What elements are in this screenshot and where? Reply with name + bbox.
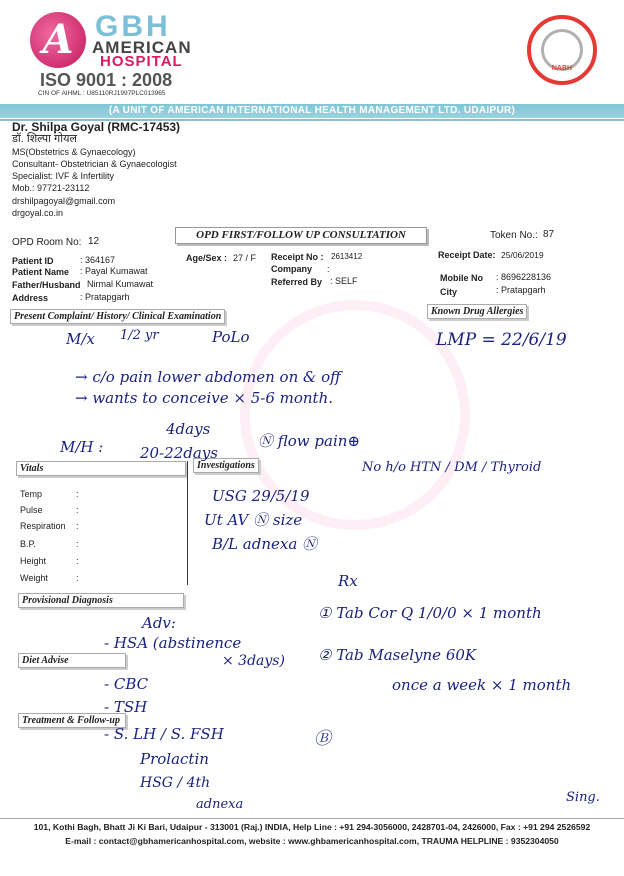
vital-pulse-sep: : [76, 505, 79, 515]
age-sex-value: 27 / F [233, 253, 257, 263]
hw-uterus: Ut AV Ⓝ size [204, 511, 303, 529]
doctor-block [12, 121, 180, 219]
vital-respiration-sep: : [76, 521, 79, 531]
hw-tab-1: ① Tab Cor Q 1/0/0 × 1 month [318, 604, 542, 622]
address-value: : Pratapgarh [80, 292, 130, 302]
hw-misc-2: adnexa [196, 797, 244, 812]
hospital-logo [30, 12, 86, 68]
vital-bp-sep: : [76, 539, 79, 549]
receipt-date-label: Receipt Date: [438, 250, 496, 260]
hw-signature: Sing. [566, 790, 600, 805]
consultation-title: OPD FIRST/FOLLOW UP CONSULTATION [175, 227, 427, 244]
footer-divider [0, 818, 624, 819]
hw-tab-2-dose: once a week × 1 month [392, 676, 572, 694]
hw-lh-fsh: - S. LH / S. FSH [104, 725, 224, 743]
age-sex-label: Age/Sex : [186, 253, 228, 263]
token-label: Token No.: [490, 230, 538, 241]
opd-room-label: OPD Room No: [12, 237, 82, 248]
father-label: Father/Husband [12, 280, 81, 290]
hw-mh-cycle: 20-22days [140, 444, 218, 462]
allergies-section-label: Known Drug Allergies [427, 304, 527, 319]
vital-respiration-label: Respiration [20, 521, 66, 531]
hw-mh-days: 4days [166, 420, 211, 438]
vital-height-sep: : [76, 556, 79, 566]
brand-gbh: GBH [95, 10, 171, 43]
unit-banner-text: (A UNIT OF AMERICAN INTERNATIONAL HEALTH MANAGEMENT LTD. UDAIPUR) [108, 105, 516, 116]
hw-prolactin: Prolactin [140, 750, 209, 768]
opd-room-value: 12 [88, 236, 100, 247]
cin-number: CIN OF AIHML : U85110RJ1997PLC013965 [38, 90, 166, 97]
doctor-specialist: Specialist: IVF & Infertility [12, 171, 115, 182]
patient-id-label: Patient ID [12, 256, 54, 266]
treatment-followup-label: Treatment & Follow-up [18, 713, 126, 728]
hw-complaint-2: → wants to conceive × 5-6 month. [75, 389, 334, 407]
vital-temp-label: Temp [20, 489, 43, 499]
hw-usg: USG 29/5/19 [212, 487, 310, 505]
footer-address: 101, Kothi Bagh, Bhatt Ji Ki Bari, Udaipur - 313001 (Raj.) INDIA, Help Line : +91 294-3056000, 2428701-04, 2426000, Fax : +91 294 2526592 [33, 822, 591, 832]
vital-weight-label: Weight [20, 573, 48, 583]
investigations-section-label: Investigations [193, 458, 259, 473]
vital-pulse-label: Pulse [20, 505, 43, 515]
hw-no-history: No h/o HTN / DM / Thyroid [362, 460, 542, 475]
hw-misc: HSG / 4th [140, 775, 211, 791]
hw-mh: M/H : [60, 438, 104, 456]
mobile-value: : 8696228136 [496, 272, 552, 282]
referred-by-value: : SELF [330, 276, 358, 286]
unit-banner [0, 104, 624, 118]
receipt-date-value: 25/06/2019 [501, 250, 544, 260]
iso-certification: ISO 9001 : 2008 [40, 70, 173, 90]
hw-tab-2: ② Tab Maselyne 60K [318, 646, 477, 664]
brand-hospital: HOSPITAL [100, 53, 183, 70]
nabh-seal [527, 15, 597, 85]
hw-hsa: - HSA (abstinence [104, 634, 242, 652]
footer-contact: E-mail : contact@gbhamericanhospital.com, website : www.ghbamericanhospital.com, TRAUMA HELPLINE : 9352304050 [65, 836, 559, 846]
hw-adv: Adv: [142, 614, 176, 632]
vitals-divider [187, 461, 188, 585]
vital-weight-sep: : [76, 573, 79, 583]
hw-complaint-1: → c/o pain lower abdomen on & off [75, 368, 341, 386]
vitals-section-label: Vitals [16, 461, 186, 476]
patient-id-value: : 364167 [80, 255, 116, 265]
hw-polo: PoLo [212, 328, 250, 346]
nabh-label: NABH [551, 65, 573, 72]
patient-name-label: Patient Name [12, 267, 70, 277]
city-label: City [440, 287, 458, 297]
token-value: 87 [543, 229, 555, 240]
hw-cbc: - CBC [104, 675, 149, 693]
referred-by-label: Referred By [271, 277, 323, 287]
brand-american: AMERICAN [92, 38, 192, 57]
address-label: Address [12, 293, 49, 303]
receipt-no-value: 2613412 [331, 252, 363, 261]
hw-mx: M/x [66, 330, 95, 348]
vital-height-label: Height [20, 556, 47, 566]
hw-flow: Ⓝ flow pain⊕ [258, 432, 360, 450]
doctor-name-hindi: डॉ. शिल्पा गोयल [12, 133, 77, 146]
hw-rx: Rx [338, 572, 358, 590]
vital-temp-sep: : [76, 489, 79, 499]
diet-advise-label: Diet Advise [18, 653, 126, 668]
receipt-no-label: Receipt No : [271, 252, 324, 262]
provisional-diagnosis-label: Provisional Diagnosis [18, 593, 184, 608]
patient-name-value: : Payal Kumawat [80, 266, 148, 276]
doctor-mobile: Mob.: 97721-23112 [12, 183, 90, 194]
doctor-website: drgoyal.co.in [12, 208, 64, 219]
mobile-label: Mobile No [440, 273, 483, 283]
doctor-name: Dr. Shilpa Goyal (RMC-17453) [12, 120, 181, 134]
logo-letter: A [42, 16, 74, 63]
hw-hsa-days: × 3days) [222, 653, 285, 669]
vital-bp-label: B.P. [20, 539, 36, 549]
hw-mx-duration: 1/2 yr [120, 328, 159, 343]
hw-tsh: - TSH [104, 698, 148, 716]
complaint-section-label: Present Complaint/ History/ Clinical Examination [10, 309, 225, 324]
doctor-qualification: MS(Obstetrics & Gynaecology) [12, 146, 136, 157]
doctor-designation: Consultant- Obstetrician & Gynaecologist [12, 158, 177, 169]
company-label: Company [271, 264, 313, 274]
father-value: Nirmal Kumawat [87, 279, 154, 289]
hw-adnexa: B/L adnexa Ⓝ [212, 535, 318, 553]
hw-b3: Ⓑ [314, 729, 331, 749]
hw-lmp: LMP = 22/6/19 [436, 330, 567, 350]
city-value: : Pratapgarh [496, 285, 546, 295]
company-value: : [327, 264, 330, 274]
doctor-email: drshilpagoyal@gmail.com [12, 195, 116, 206]
